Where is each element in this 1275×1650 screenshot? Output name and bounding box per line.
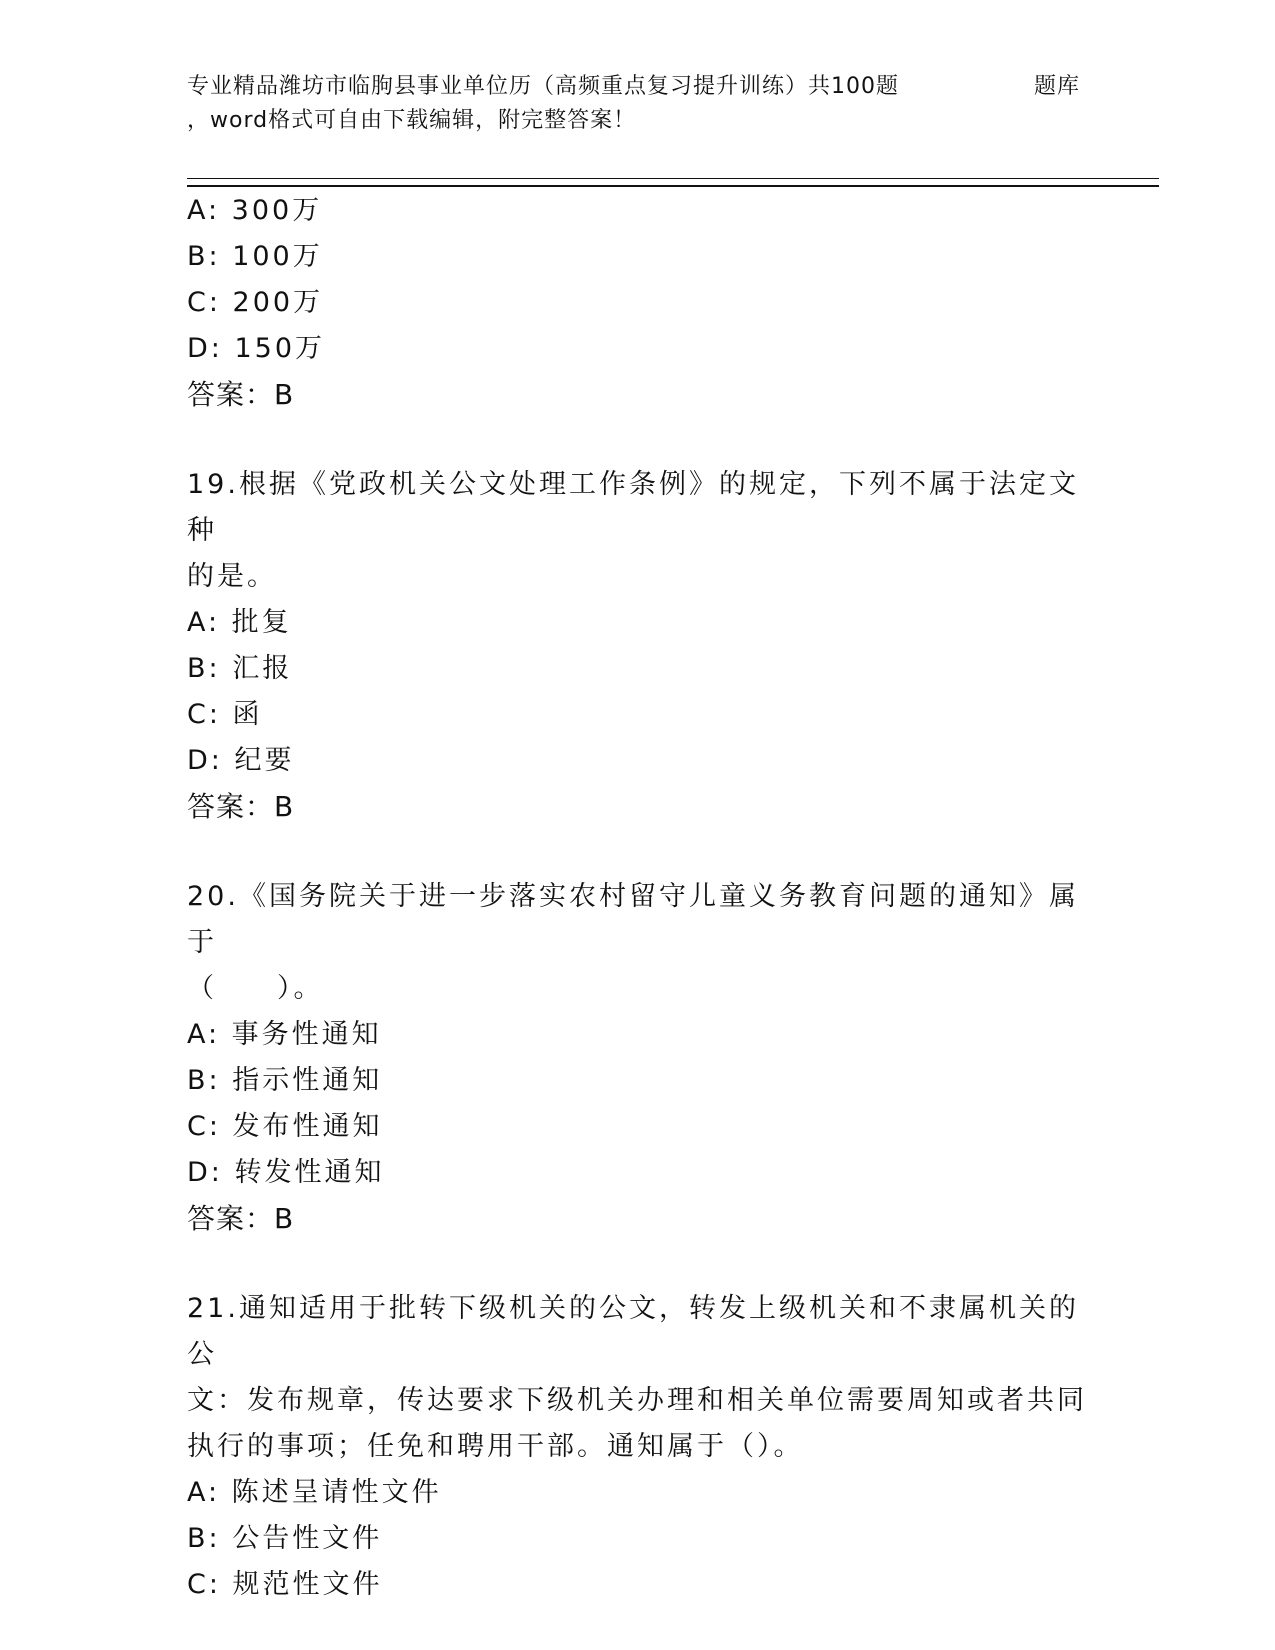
header-line-2: ，word格式可自由下载编辑，附完整答案！ (187, 108, 637, 133)
answer-line: 答案：B (187, 378, 295, 411)
question-stem (187, 462, 1087, 600)
header-divider (187, 178, 1159, 187)
option-b: B: 汇报 (187, 653, 293, 684)
stem-line: 执行的事项；任免和聘用干部。通知属于（）。 (187, 1431, 804, 1462)
page-header (187, 70, 1087, 138)
option-d: D: 转发性通知 (187, 1157, 385, 1188)
spacer (187, 830, 1087, 874)
option-a: A: 事务性通知 (187, 1019, 382, 1050)
header-tag: 题库 (1034, 74, 1081, 99)
option-a: A: 批复 (187, 607, 292, 638)
stem-line: 21.通知适用于批转下级机关的公文，转发上级机关和不隶属机关的公 (187, 1293, 1079, 1370)
question-18-block (187, 188, 1087, 418)
question-19-block (187, 462, 1087, 830)
question-stem (187, 874, 1087, 1012)
question-20-block (187, 874, 1087, 1242)
document-title: 专业精品潍坊市临朐县事业单位历（高频重点复习提升训练）共100题 (187, 74, 899, 99)
question-21-block (187, 1286, 1087, 1608)
header-line-1 (187, 70, 1087, 104)
spacer (187, 418, 1087, 462)
answer-line: 答案：B (187, 1202, 295, 1235)
question-stem (187, 1286, 1087, 1470)
option-b: B: 100万 (187, 241, 323, 272)
option-c: C: 函 (187, 699, 263, 730)
stem-line: 的是。 (187, 561, 277, 592)
stem-line: 文：发布规章，传达要求下级机关办理和相关单位需要周知或者共同 (187, 1385, 1087, 1416)
stem-line: 20.《国务院关于进一步落实农村留守儿童义务教育问题的通知》属于 (187, 881, 1079, 958)
option-c: C: 200万 (187, 287, 324, 318)
answer-line: 答案：B (187, 790, 295, 823)
option-c: C: 规范性文件 (187, 1569, 383, 1600)
option-b: B: 指示性通知 (187, 1065, 383, 1096)
stem-line: 19.根据《党政机关公文处理工作条例》的规定，下列不属于法定文种 (187, 469, 1079, 546)
option-b: B: 公告性文件 (187, 1523, 383, 1554)
stem-line: （ ）。 (187, 973, 324, 1004)
option-d: D: 150万 (187, 333, 326, 364)
option-c: C: 发布性通知 (187, 1111, 383, 1142)
option-a: A: 陈述呈请性文件 (187, 1477, 442, 1508)
option-a: A: 300万 (187, 195, 323, 226)
question-list (187, 188, 1087, 1608)
spacer (187, 1242, 1087, 1286)
option-d: D: 纪要 (187, 745, 295, 776)
